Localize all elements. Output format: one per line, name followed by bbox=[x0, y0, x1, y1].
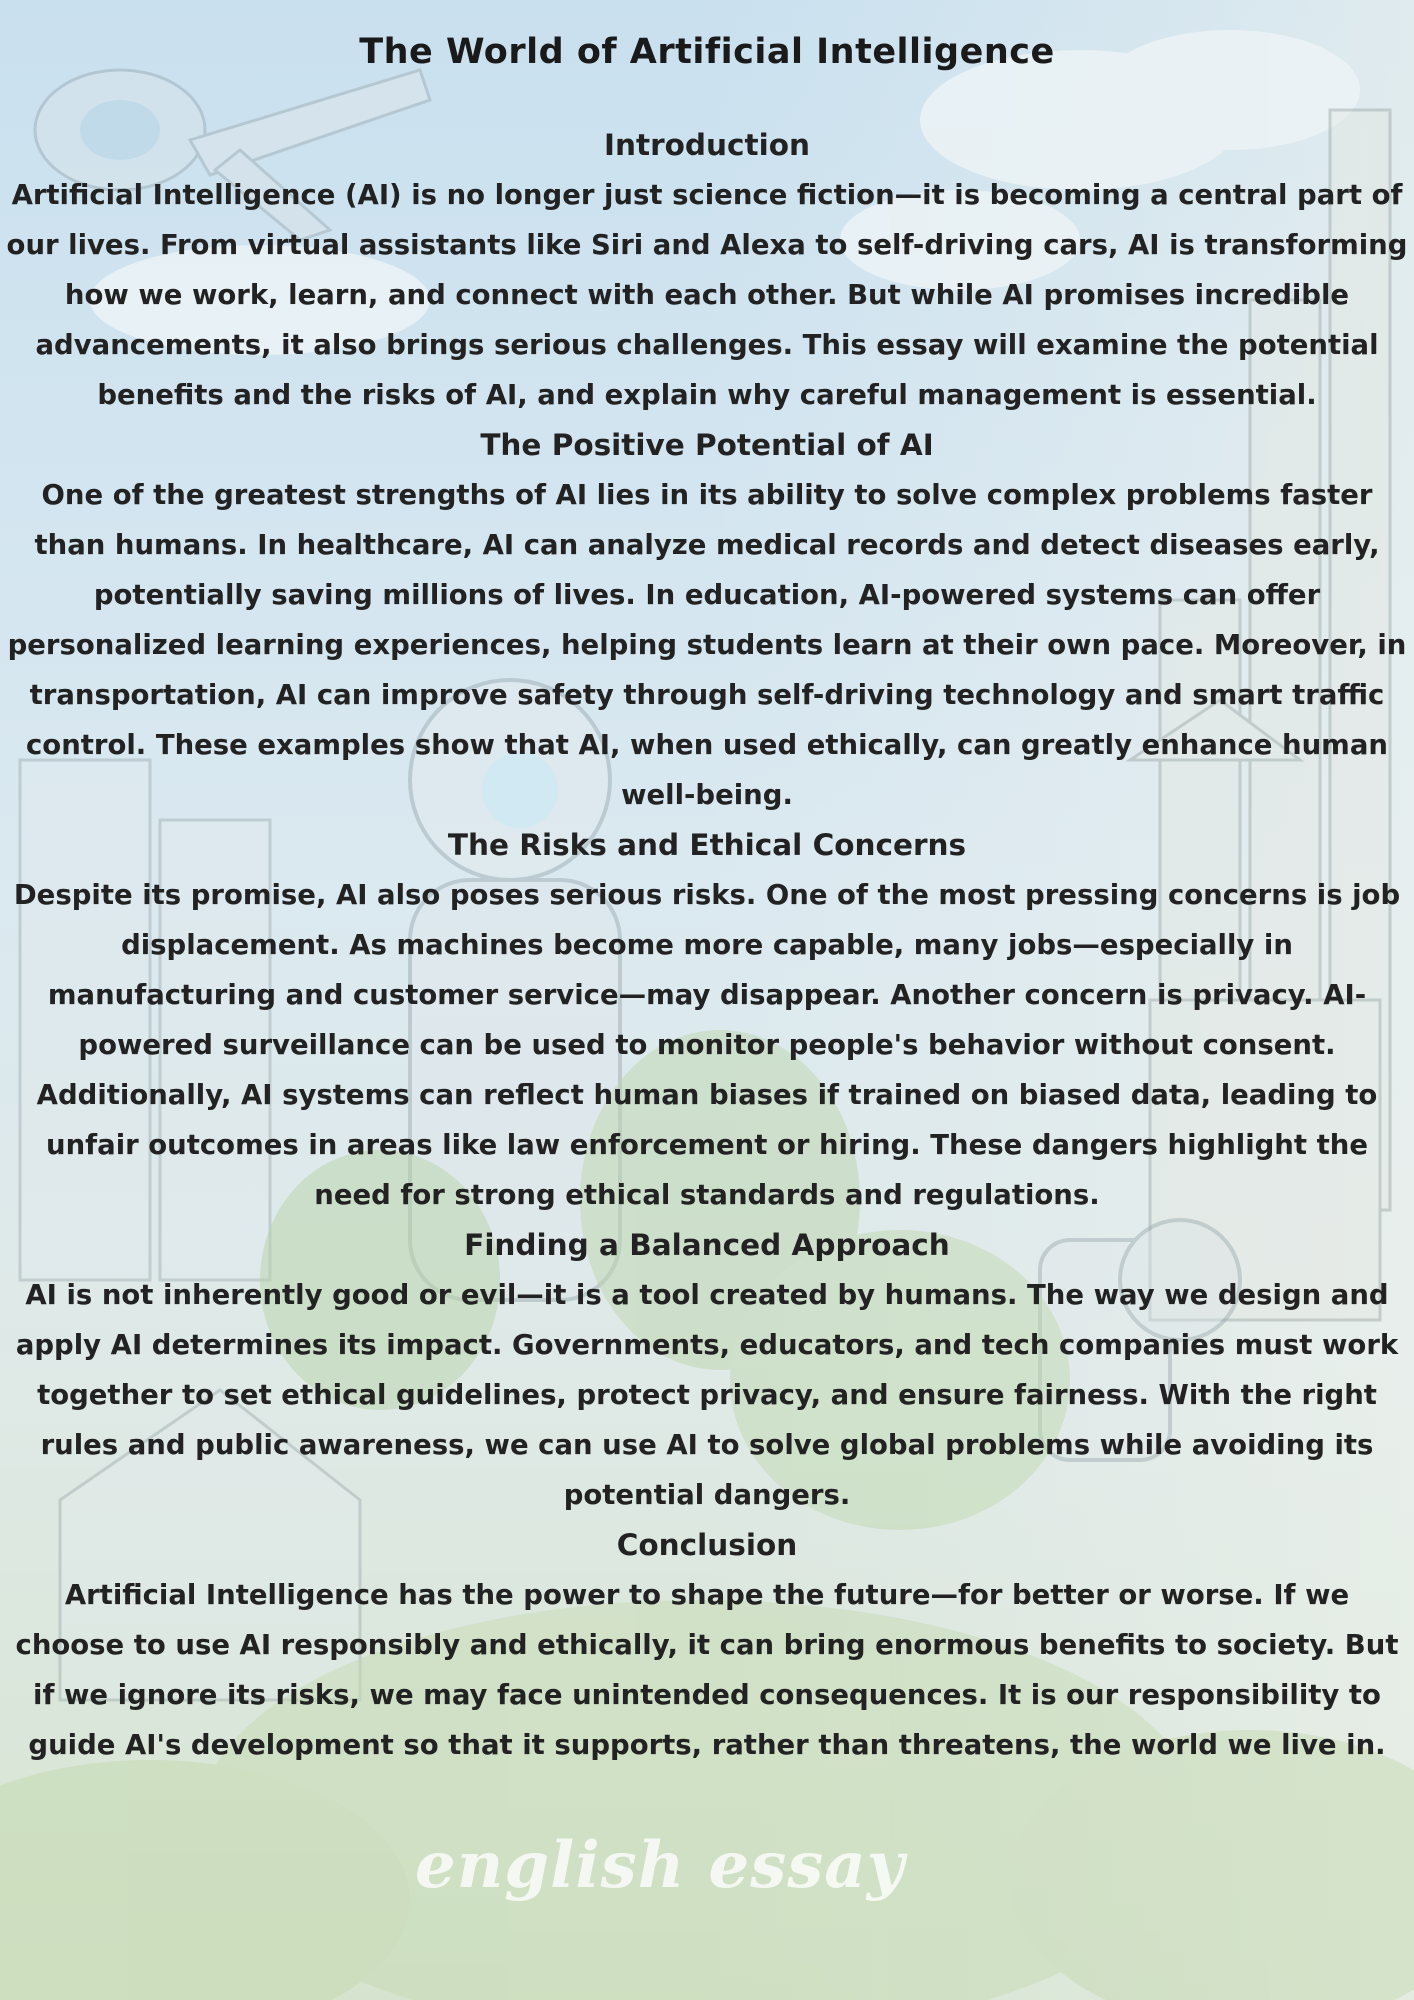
section-heading: The Risks and Ethical Concerns bbox=[447, 828, 967, 862]
section-conclusion bbox=[6, 1520, 1408, 1770]
section-introduction bbox=[6, 120, 1408, 420]
section-heading: Introduction bbox=[604, 128, 810, 162]
essay-title: The World of Artificial Intelligence bbox=[359, 32, 1055, 72]
section-risks-ethics bbox=[6, 820, 1408, 1220]
watermark-text: english essay bbox=[415, 1828, 905, 1903]
section-body: Despite its promise, AI also poses serious risks. One of the most pressing concerns is job displacement. As machines become more capable, many jobs—especially in manufacturing and customer service—may disappear. Another concern is privacy. AI-powered surveillance can be used to monitor people's behavior without consent. Additionally, AI systems can reflect human biases if trained on biased data, leading to unfair outcomes in areas like law enforcement or hiring. These dangers highlight the need for strong ethical standards and regulations. bbox=[13, 879, 1401, 1211]
section-body: AI is not inherently good or evil—it is a tool created by humans. The way we design and apply AI determines its impact. Governments, educators, and tech companies must work together to set ethical guidelines, protect privacy, and ensure fairness. With the right rules and public awareness, we can use AI to solve global problems while avoiding its potential dangers. bbox=[15, 1279, 1399, 1511]
section-heading: Finding a Balanced Approach bbox=[464, 1228, 950, 1262]
section-body: Artificial Intelligence has the power to shape the future—for better or worse. If we choose to use AI responsibly and ethically, it can bring enormous benefits to society. But if we ignore its risks, we may face unintended consequences. It is our responsibility to guide AI's development so that it supports, rather than threatens, the world we live in. bbox=[15, 1579, 1399, 1761]
section-heading: The Positive Potential of AI bbox=[480, 428, 934, 462]
section-positive-potential bbox=[6, 420, 1408, 820]
section-body: One of the greatest strengths of AI lies in its ability to solve complex problems faster than humans. In healthcare, AI can analyze medical records and detect diseases early, potentially saving millions of lives. In education, AI-powered systems can offer personalized learning experiences, helping students learn at their own pace. Moreover, in transportation, AI can improve safety through self-driving technology and smart traffic control. These examples show that AI, when used ethically, can greatly enhance human well-being. bbox=[7, 479, 1407, 811]
section-heading: Conclusion bbox=[616, 1528, 798, 1562]
section-body: Artificial Intelligence (AI) is no longer just science fiction—it is becoming a central part of our lives. From virtual assistants like Siri and Alexa to self-driving cars, AI is transforming how we work, learn, and connect with each other. But while AI promises incredible advancements, it also brings serious challenges. This essay will examine the potential benefits and the risks of AI, and explain why careful management is essential. bbox=[6, 179, 1408, 411]
section-balanced-approach bbox=[6, 1220, 1408, 1520]
